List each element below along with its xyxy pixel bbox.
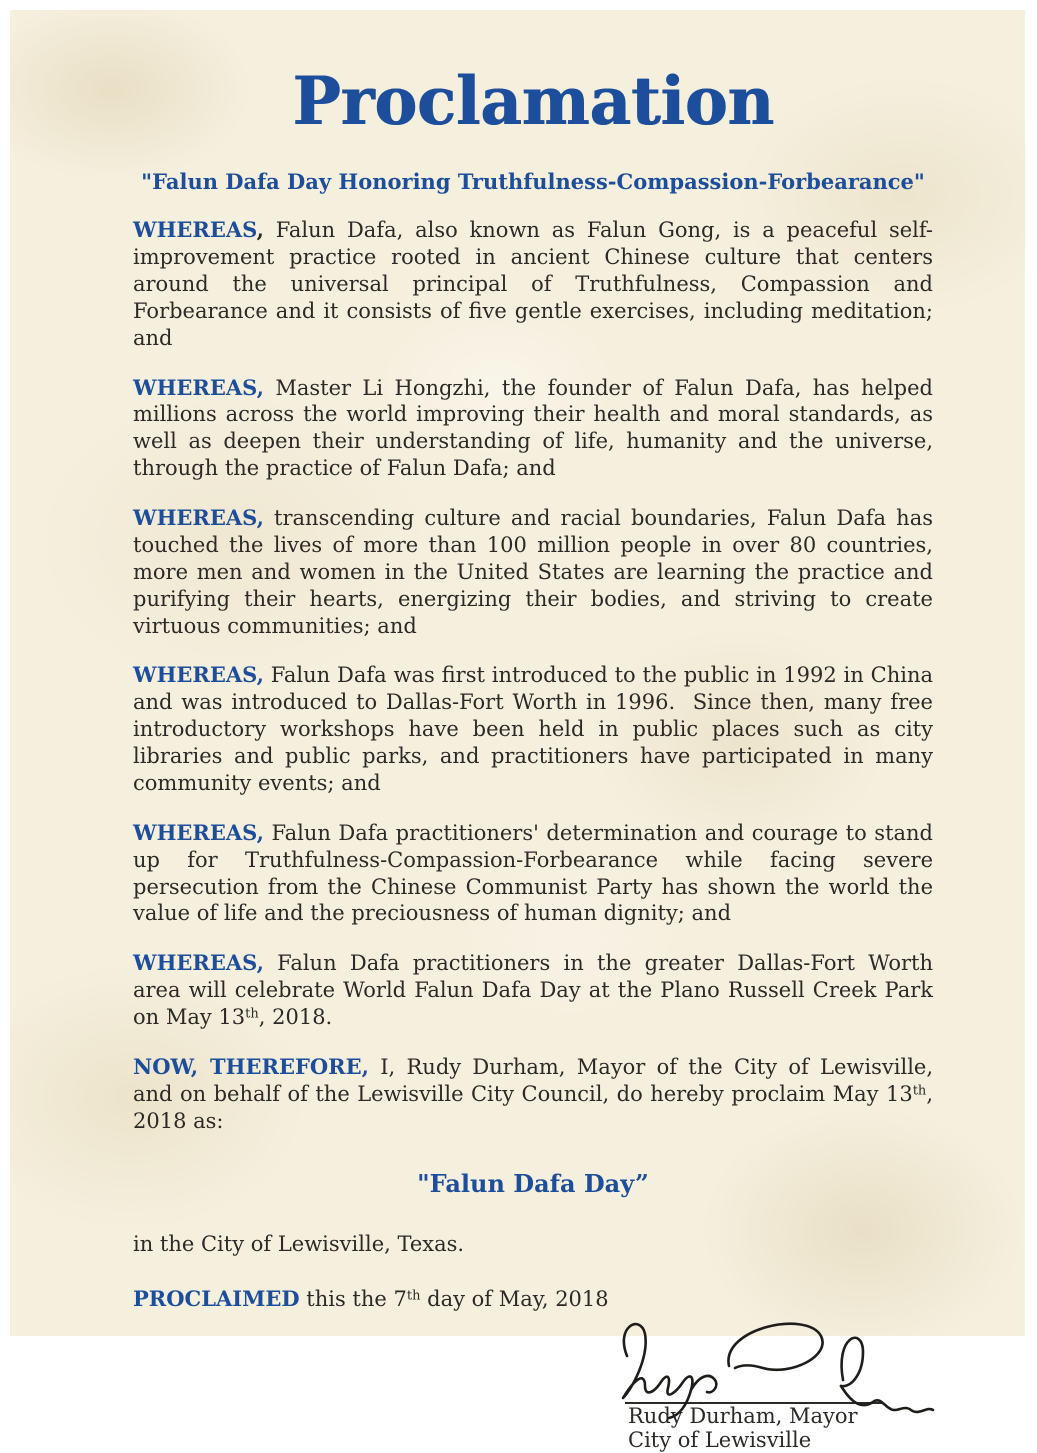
now-therefore-paragraph <box>133 1054 933 1135</box>
whereas-paragraph-4 <box>133 662 933 796</box>
closing-line: in the City of Lewisville, Texas. <box>133 1231 465 1256</box>
whereas-lead: WHEREAS, <box>133 819 264 845</box>
whereas-paragraph-5 <box>133 820 933 928</box>
whereas-lead: WHEREAS, <box>133 505 264 531</box>
page-title: Proclamation <box>292 62 774 141</box>
paragraph-text: Falun Dafa, also known as Falun Gong, is a peaceful self-improvement practice rooted in ancient Chinese culture that centers around the universal principal of Truthfulness, Compassion and Forbearance and it consists of five gentle exercises, including meditation; and <box>133 218 933 350</box>
ordinal-superscript: th <box>406 1288 421 1304</box>
whereas-paragraph-6 <box>133 950 933 1031</box>
falun-dafa-day-title: "Falun Dafa Day” <box>417 1168 649 1198</box>
parchment-page <box>10 10 1025 1453</box>
paragraph-text: Falun Dafa practitioners' determination and courage to stand up for Truthfulness-Compassion-Forbearance while facing severe persecution from the Chinese Communist Party has shown the world the value of life and the preciousness of human dignity; and <box>133 820 933 926</box>
whereas-lead: WHEREAS <box>133 217 257 243</box>
paragraph-text: Falun Dafa was first introduced to the public in 1992 in China and was introduced to Dallas-Fort Worth in 1996. Since then, many free introductory workshops have been held in public places such as city libraries and public parks, and practitioners have participated in many community events; and <box>133 663 933 795</box>
paragraph-text-after: , 2018 as: <box>133 1081 933 1133</box>
paragraph-text-after: , 2018. <box>258 1005 333 1030</box>
proclamation-subtitle: "Falun Dafa Day Honoring Truthfulness-Compassion-Forbearance" <box>141 169 925 195</box>
ordinal-superscript: th <box>245 1006 259 1022</box>
signatory-name: Rudy Durham, Mayor <box>628 1403 858 1428</box>
paragraph-text: transcending culture and racial boundaries, Falun Dafa has touched the lives of more than 100 million people in over 80 countries, more men and women in the United States are learning the practice and purifying their hearts, energizing their bodies, and striving to create virtuous communities; and <box>133 506 933 638</box>
paragraph-text: Falun Dafa practitioners in the greater Dallas-Fort Worth area will celebrate World Falun Dafa Day at the Plano Russell Creek Park on May 13 <box>133 951 933 1030</box>
paragraph-text: Master Li Hongzhi, the founder of Falun Dafa, has helped millions across the world improving their health and moral standards, as well as deepen their understanding of life, humanity and the universe, through the practice of Falun Dafa; and <box>133 375 933 481</box>
whereas-lead: WHEREAS, <box>133 374 264 400</box>
ordinal-superscript: th <box>912 1083 927 1099</box>
proclaimed-text-after: day of May, 2018 <box>420 1286 609 1311</box>
proclaimed-line <box>133 1286 933 1311</box>
lead-comma: , <box>256 217 264 243</box>
paragraph-text: I, Rudy Durham, Mayor of the City of Lewisville, and on behalf of the Lewisville City Council, do hereby proclaim May 13 <box>133 1054 934 1106</box>
signatory-organization: City of Lewisville <box>628 1428 812 1453</box>
whereas-lead: WHEREAS, <box>133 950 264 976</box>
whereas-paragraph-1 <box>133 217 933 351</box>
proclaimed-text: this the 7 <box>299 1286 407 1311</box>
whereas-lead: WHEREAS, <box>133 662 264 688</box>
now-therefore-lead: NOW, THEREFORE, <box>133 1053 369 1079</box>
proclaimed-lead: PROCLAIMED <box>133 1285 300 1311</box>
whereas-paragraph-3 <box>133 505 933 639</box>
whereas-paragraph-2 <box>133 375 933 483</box>
